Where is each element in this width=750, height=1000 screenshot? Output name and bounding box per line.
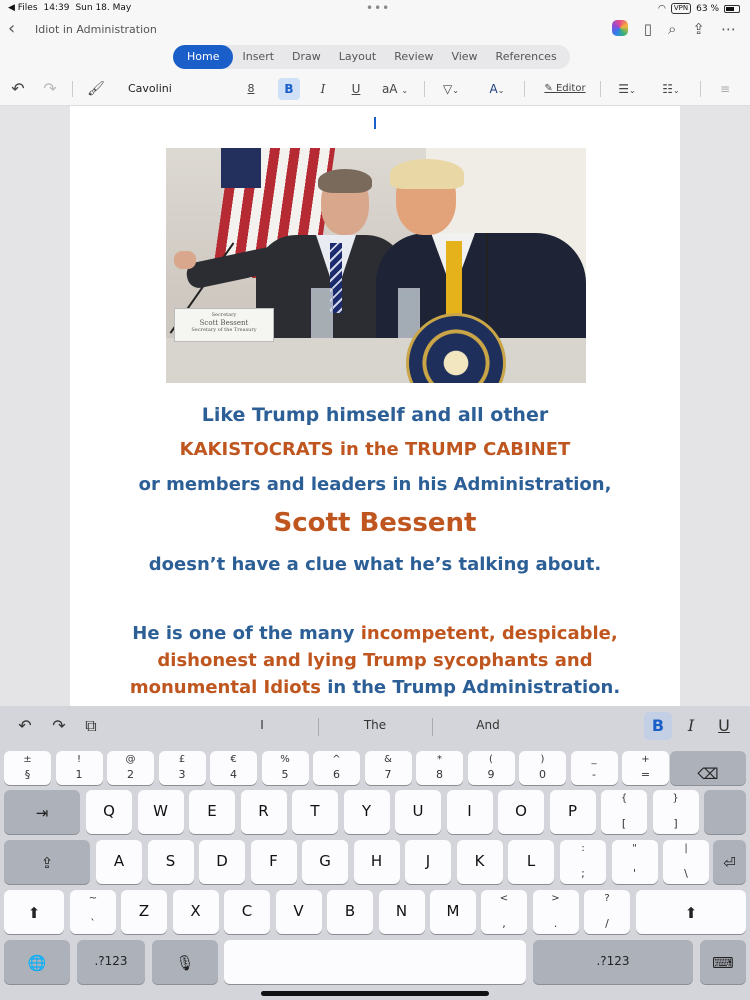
status-date: Sun 18. May: [75, 3, 132, 13]
key-shift-label: ±: [23, 754, 32, 765]
key-base-label: \: [684, 867, 688, 880]
key-base-label: ]: [673, 817, 678, 830]
key-w[interactable]: [138, 790, 184, 834]
status-time: 14:39: [43, 3, 70, 13]
key-label: .?123: [596, 954, 630, 968]
ribbon-tabs: [173, 45, 570, 69]
on-screen-keyboard: [0, 706, 750, 1000]
key-l[interactable]: [508, 840, 554, 884]
tab-home[interactable]: Home: [173, 45, 233, 69]
key-k[interactable]: [457, 840, 503, 884]
p1-orange-span: incompetent, despicable,: [360, 623, 618, 644]
key-label: E: [207, 802, 217, 820]
key-shift-label: !: [76, 754, 81, 765]
editor-button[interactable]: ✎ Editor: [544, 83, 586, 94]
water-glass: [311, 288, 333, 338]
return-key[interactable]: [713, 840, 746, 884]
key--[interactable]: [571, 751, 618, 785]
key-label: I: [467, 802, 472, 820]
microphone-icon: 🎙: [175, 954, 195, 972]
key-label: Z: [138, 902, 150, 920]
keyboard-suggestion-bar: [0, 706, 750, 746]
key-base-label: /: [605, 917, 609, 930]
doc-paragraph-line-2: dishonest and lying Trump sycophants and: [157, 650, 593, 671]
battery-percent: 63 %: [696, 3, 719, 14]
key-7[interactable]: [365, 751, 412, 785]
key-base-label: =: [640, 768, 651, 781]
key-n[interactable]: [379, 890, 425, 934]
shift-icon: ⬆: [27, 904, 41, 922]
hide-keyboard-key[interactable]: [700, 940, 746, 984]
key-label: F: [269, 852, 278, 870]
tab-key[interactable]: [4, 790, 80, 834]
suggestion-3[interactable]: And: [476, 718, 500, 732]
ribbon-tabs-bar: [0, 42, 750, 72]
back-chevron-icon[interactable]: ‹: [8, 18, 16, 39]
p3-orange-span: monumental Idiots: [129, 677, 321, 698]
suggestion-1[interactable]: I: [260, 718, 264, 732]
delete-key[interactable]: [670, 751, 746, 785]
undo-icon[interactable]: ↶: [11, 79, 25, 98]
more-options-icon[interactable]: ⋯: [721, 20, 736, 38]
key-j[interactable]: [405, 840, 451, 884]
key-e[interactable]: [189, 790, 235, 834]
key-shift-label: ^: [332, 754, 341, 765]
copilot-icon[interactable]: [612, 20, 628, 36]
key-shift-label: *: [437, 754, 442, 765]
key-base-label: 9: [487, 768, 495, 781]
italic-button[interactable]: I: [320, 82, 326, 96]
table: [166, 338, 586, 383]
shift-right-key[interactable]: [636, 890, 746, 934]
key-o[interactable]: [498, 790, 544, 834]
key-3[interactable]: [159, 751, 206, 785]
key-g[interactable]: [302, 840, 348, 884]
p3-blue-span: in the Trump Administration.: [320, 677, 621, 698]
key-§[interactable]: [4, 751, 51, 785]
bold-button[interactable]: B: [278, 78, 300, 100]
key-label: O: [515, 802, 527, 820]
underline-button[interactable]: U: [351, 82, 361, 96]
search-icon[interactable]: ⌕: [668, 20, 677, 38]
nameplate-name: Scott Bessent: [199, 319, 249, 327]
tab-references[interactable]: References: [495, 50, 557, 63]
home-indicator[interactable]: [261, 991, 489, 996]
key-base-label: -: [592, 768, 596, 781]
key-label: V: [293, 902, 304, 920]
key-1[interactable]: [56, 751, 103, 785]
key-tilde[interactable]: [70, 890, 116, 934]
key-r[interactable]: [241, 790, 287, 834]
key-q[interactable]: [86, 790, 132, 834]
status-bar: [0, 0, 750, 16]
wifi-icon: ◠: [658, 3, 666, 14]
space-bar[interactable]: [224, 940, 526, 984]
key-label: L: [526, 852, 536, 870]
key-shift-label: +: [641, 754, 650, 765]
key-shift-label: £: [178, 754, 186, 765]
multitasking-dots-icon[interactable]: •••: [366, 1, 391, 15]
key-x[interactable]: [173, 890, 219, 934]
key-base-label: .: [553, 917, 558, 930]
tab-view[interactable]: View: [451, 50, 478, 63]
key-c[interactable]: [224, 890, 270, 934]
nameplate-title: Secretary: [211, 312, 237, 318]
key-sym-0[interactable]: [481, 890, 527, 934]
key-label: .?123: [94, 954, 128, 968]
key-label: P: [567, 802, 578, 820]
numbers-mode-key-right[interactable]: [533, 940, 693, 984]
key-label: A: [113, 852, 125, 870]
dictation-key[interactable]: [152, 940, 218, 984]
keyboard-hide-icon: ⌨: [712, 954, 734, 972]
key-punct-2[interactable]: [663, 840, 709, 884]
key-b[interactable]: [327, 890, 373, 934]
doc-line-1: Like Trump himself and all other: [201, 404, 549, 426]
key-u[interactable]: [395, 790, 441, 834]
key-label: B: [344, 902, 356, 920]
key-label: C: [241, 902, 253, 920]
key-base-label: ;: [581, 867, 585, 880]
paste-icon[interactable]: ⧉: [85, 716, 97, 735]
key-label: M: [446, 902, 460, 920]
key-shift-label: :: [581, 843, 585, 854]
key-sym-2[interactable]: [584, 890, 630, 934]
key-base-label: 5: [281, 768, 289, 781]
key-bracket-1[interactable]: [653, 790, 699, 834]
key-shift-label: %: [280, 754, 290, 765]
key-base-label: 2: [127, 768, 134, 781]
nameplate: [174, 308, 274, 342]
font-color-icon[interactable]: A⌄: [489, 82, 505, 96]
format-painter-icon[interactable]: 🖌: [87, 81, 105, 97]
key-base-label: 1: [75, 768, 83, 781]
keyboard-undo-icon[interactable]: ↶: [18, 716, 32, 735]
key-y[interactable]: [344, 790, 390, 834]
key-base-label: 0: [539, 768, 546, 781]
key-base-label: `: [90, 917, 96, 930]
key-base-label: [: [621, 817, 627, 830]
key-shift-label: @: [125, 754, 136, 765]
key-s[interactable]: [148, 840, 194, 884]
key-p[interactable]: [550, 790, 596, 834]
key-=[interactable]: [622, 751, 669, 785]
key-f[interactable]: [251, 840, 297, 884]
key-shift-label: <: [499, 893, 509, 904]
key-base-label: 4: [230, 768, 237, 781]
key-shift-label: &: [384, 754, 392, 765]
doc-paragraph-line-3: [70, 677, 680, 698]
key-4[interactable]: [210, 751, 257, 785]
doc-line-3: or members and leaders in his Administration,: [138, 474, 612, 495]
key-label: G: [319, 852, 331, 870]
key-0[interactable]: [519, 751, 566, 785]
formatting-toolbar: [0, 72, 750, 106]
key-shift-label: |: [684, 843, 688, 854]
text-cursor: [374, 117, 376, 129]
doc-name-heading: Scott Bessent: [273, 508, 477, 538]
mobile-view-icon[interactable]: ▯: [643, 20, 653, 38]
font-size-field[interactable]: 8: [247, 82, 255, 95]
doc-line-5: doesn’t have a clue what he’s talking about.: [148, 554, 602, 575]
key-6[interactable]: [313, 751, 360, 785]
key-shift-label: {: [620, 793, 628, 804]
change-case-label: aA: [381, 82, 398, 96]
key-label: H: [370, 852, 383, 870]
key-5[interactable]: [262, 751, 309, 785]
key-z[interactable]: [121, 890, 167, 934]
caps-lock-icon: ⇪: [40, 854, 54, 872]
key-a[interactable]: [96, 840, 142, 884]
key-shift-label: ): [540, 754, 545, 765]
key-spacer[interactable]: [704, 790, 746, 834]
tab-layout[interactable]: Layout: [338, 50, 377, 63]
key-shift-label: >: [551, 893, 560, 904]
document-page[interactable]: [70, 106, 680, 706]
key-i[interactable]: [447, 790, 493, 834]
tab-insert[interactable]: Insert: [242, 50, 275, 63]
key-base-label: ': [632, 867, 637, 880]
keyboard-redo-icon[interactable]: ↷: [52, 716, 66, 735]
key-label: J: [425, 852, 431, 870]
keyboard-bold-button[interactable]: B: [644, 712, 672, 740]
key-shift-label: ?: [604, 893, 610, 904]
change-case-button[interactable]: [380, 78, 410, 100]
nameplate-sub: Secretary of the Treasury: [191, 327, 257, 333]
key-label: N: [395, 902, 408, 920]
key-9[interactable]: [468, 751, 515, 785]
key-2[interactable]: [107, 751, 154, 785]
key-sym-1[interactable]: [533, 890, 579, 934]
keyboard-underline-button[interactable]: U: [718, 716, 730, 735]
tab-review[interactable]: Review: [394, 50, 434, 63]
key-base-label: §: [24, 768, 31, 781]
delete-icon: ⌫: [697, 765, 719, 783]
key-shift-label: }: [672, 793, 679, 804]
numbers-mode-key-left[interactable]: [77, 940, 145, 984]
key-punct-0[interactable]: [560, 840, 606, 884]
doc-line-2: KAKISTOCRATS in the TRUMP CABINET: [179, 439, 571, 460]
chevron-down-icon: ⌄: [401, 86, 409, 95]
key-h[interactable]: [354, 840, 400, 884]
caps-lock-key[interactable]: [4, 840, 90, 884]
key-shift-label: _: [591, 754, 597, 765]
key-label: W: [153, 802, 168, 820]
doc-paragraph-line-1: [70, 623, 680, 644]
key-label: X: [190, 902, 201, 920]
globe-key[interactable]: [4, 940, 70, 984]
key-label: D: [216, 852, 228, 870]
key-label: Y: [361, 802, 372, 820]
bullets-icon[interactable]: ☰⌄: [618, 82, 636, 96]
key-label: S: [165, 852, 176, 870]
keyboard-italic-button[interactable]: I: [687, 716, 695, 735]
vpn-badge: VPN: [671, 3, 691, 14]
key-shift-label: (: [489, 754, 493, 765]
return-icon: ⏎: [723, 854, 736, 872]
indent-icon[interactable]: ≡: [719, 82, 731, 96]
key-base-label: 3: [178, 768, 186, 781]
key-punct-1[interactable]: [612, 840, 658, 884]
key-label: Q: [103, 802, 115, 820]
key-label: K: [474, 852, 485, 870]
globe-icon: 🌐: [27, 954, 47, 972]
font-name-field[interactable]: Cavolini: [128, 82, 172, 95]
shift-left-key[interactable]: [4, 890, 64, 934]
document-title[interactable]: Idiot in Administration: [35, 23, 157, 36]
key-8[interactable]: [416, 751, 463, 785]
p1-blue-span: He is one of the many: [132, 623, 361, 644]
key-base-label: 8: [436, 768, 443, 781]
key-m[interactable]: [430, 890, 476, 934]
title-bar: [0, 16, 750, 42]
key-label: U: [412, 802, 424, 820]
key-label: R: [258, 802, 269, 820]
key-base-label: 7: [384, 768, 392, 781]
key-v[interactable]: [276, 890, 322, 934]
suggestion-2[interactable]: The: [363, 718, 387, 732]
editor-label: Editor: [555, 83, 586, 94]
key-shift-label: €: [230, 754, 237, 765]
key-label: T: [310, 802, 320, 820]
key-bracket-0[interactable]: [601, 790, 647, 834]
battery-icon: [724, 5, 740, 13]
shift-icon: ⬆: [684, 904, 698, 922]
share-icon[interactable]: ⇪: [692, 20, 705, 38]
inline-photo[interactable]: [166, 148, 586, 383]
key-shift-label: ~: [88, 893, 98, 904]
back-to-app-link[interactable]: ◀ Files: [8, 3, 38, 13]
key-d[interactable]: [199, 840, 245, 884]
tab-draw[interactable]: Draw: [292, 50, 321, 63]
key-t[interactable]: [292, 790, 338, 834]
tab-icon: ⇥: [35, 804, 49, 822]
redo-icon[interactable]: ↷: [43, 79, 57, 98]
key-shift-label: ": [632, 843, 637, 854]
numbering-icon[interactable]: ☷⌄: [662, 82, 680, 96]
key-base-label: 6: [333, 768, 340, 781]
highlight-color-icon[interactable]: ▽⌄: [443, 82, 459, 96]
key-base-label: ,: [502, 917, 506, 930]
